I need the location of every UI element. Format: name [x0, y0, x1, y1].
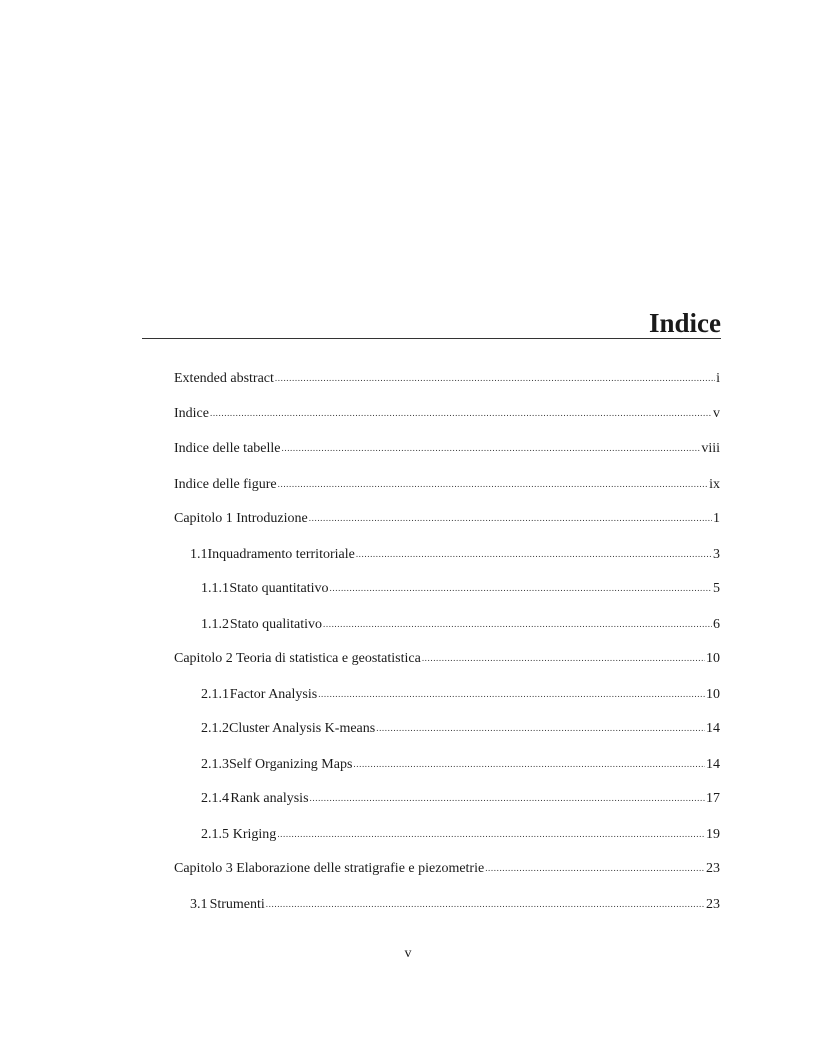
toc-entry-title: Capitolo 1 Introduzione — [174, 511, 308, 526]
toc-entry-extended-abstract[interactable] — [174, 369, 720, 389]
toc-entry-indice-figure[interactable] — [174, 475, 720, 495]
toc-dot-leader — [318, 684, 705, 704]
toc-entry-1-1-1[interactable] — [201, 579, 720, 599]
toc-dot-leader — [323, 614, 712, 634]
toc-dot-leader — [282, 438, 701, 458]
toc-entry-page: 5 — [713, 581, 720, 596]
page-number: v — [404, 946, 412, 961]
toc-entry-number: 1.1 — [190, 547, 208, 562]
toc-entry-title: Capitolo 3 Elaborazione delle stratigrafie e piezometrie — [174, 861, 485, 876]
page-heading — [142, 300, 721, 339]
toc-dot-leader — [485, 858, 705, 878]
toc-entry-number: 2.1.4 — [201, 791, 229, 806]
toc-entry-title: Stato quantitativo — [229, 581, 329, 596]
toc-entry-page: 10 — [706, 687, 720, 702]
toc-entry-page: 14 — [706, 757, 720, 772]
toc-entry-page: i — [716, 371, 720, 386]
toc-entry-page: 23 — [706, 861, 720, 876]
toc-entry-1-1-2[interactable] — [201, 615, 720, 635]
toc-entry-page: 17 — [706, 791, 720, 806]
toc-entry-title: Self Organizing Maps — [229, 757, 353, 772]
toc-entry-page: 10 — [706, 651, 720, 666]
toc-entry-number: 2.1.1 — [201, 687, 229, 702]
toc-entry-2-1-4[interactable] — [201, 789, 720, 809]
toc-entry-title: Cluster Analysis K-means — [229, 721, 376, 736]
toc-dot-leader — [266, 894, 705, 914]
toc-entry-2-1-5[interactable] — [201, 825, 720, 845]
toc-entry-capitolo-3[interactable] — [174, 859, 720, 879]
toc-entry-3-1[interactable] — [190, 895, 720, 915]
toc-entry-page: 3 — [713, 547, 720, 562]
toc-dot-leader — [278, 474, 708, 494]
toc-entry-page: viii — [701, 441, 720, 456]
toc-entry-indice[interactable] — [174, 404, 720, 424]
toc-entry-capitolo-2[interactable] — [174, 649, 720, 669]
toc-entry-capitolo-1[interactable] — [174, 509, 720, 529]
toc-entry-2-1-2[interactable] — [201, 719, 720, 739]
toc-entry-2-1-3[interactable] — [201, 755, 720, 775]
toc-dot-leader — [310, 788, 705, 808]
toc-entry-title: Inquadramento territoriale — [207, 547, 355, 562]
toc-entry-page: 6 — [713, 617, 720, 632]
toc-dot-leader — [356, 544, 712, 564]
toc-entry-title: Indice delle figure — [174, 477, 277, 492]
toc-entry-title: Rank analysis — [230, 791, 309, 806]
toc-dot-leader — [309, 508, 712, 528]
toc-entry-page: 19 — [706, 827, 720, 842]
toc-entry-page: ix — [709, 477, 720, 492]
toc-dot-leader — [210, 403, 712, 423]
toc-entry-title: Capitolo 2 Teoria di statistica e geostatistica — [174, 651, 421, 666]
toc-entry-number: 2.1.3 — [201, 757, 229, 772]
toc-dot-leader — [330, 578, 712, 598]
toc-entry-1-1[interactable] — [190, 545, 720, 565]
toc-entry-page: 23 — [706, 897, 720, 912]
page-title: Indice — [648, 308, 721, 338]
toc-dot-leader — [376, 718, 705, 738]
toc-entry-number: 1.1.2 — [201, 617, 229, 632]
toc-dot-leader — [277, 824, 705, 844]
toc-dot-leader — [353, 754, 705, 774]
toc-entry-2-1-1[interactable] — [201, 685, 720, 705]
toc-entry-page: 1 — [713, 511, 720, 526]
toc-entry-number: 2.1.2 — [201, 721, 229, 736]
toc-entry-title: Factor Analysis — [229, 687, 318, 702]
toc-entry-page: v — [713, 406, 720, 421]
toc-entry-number: 2.1.5 — [201, 827, 229, 842]
toc-dot-leader — [422, 648, 705, 668]
toc-entry-indice-tabelle[interactable] — [174, 439, 720, 459]
toc-entry-title: Indice — [174, 406, 209, 421]
toc-entry-number: 3.1 — [190, 897, 208, 912]
toc-entry-title: Stato qualitativo — [229, 617, 323, 632]
toc-entry-title: Strumenti — [209, 897, 265, 912]
toc-entry-number: 1.1.1 — [201, 581, 229, 596]
toc-entry-page: 14 — [706, 721, 720, 736]
toc-entry-title: Extended abstract — [174, 371, 274, 386]
toc-dot-leader — [275, 368, 715, 388]
toc-entry-title: Indice delle tabelle — [174, 441, 281, 456]
toc-entry-title: Kriging — [232, 827, 277, 842]
